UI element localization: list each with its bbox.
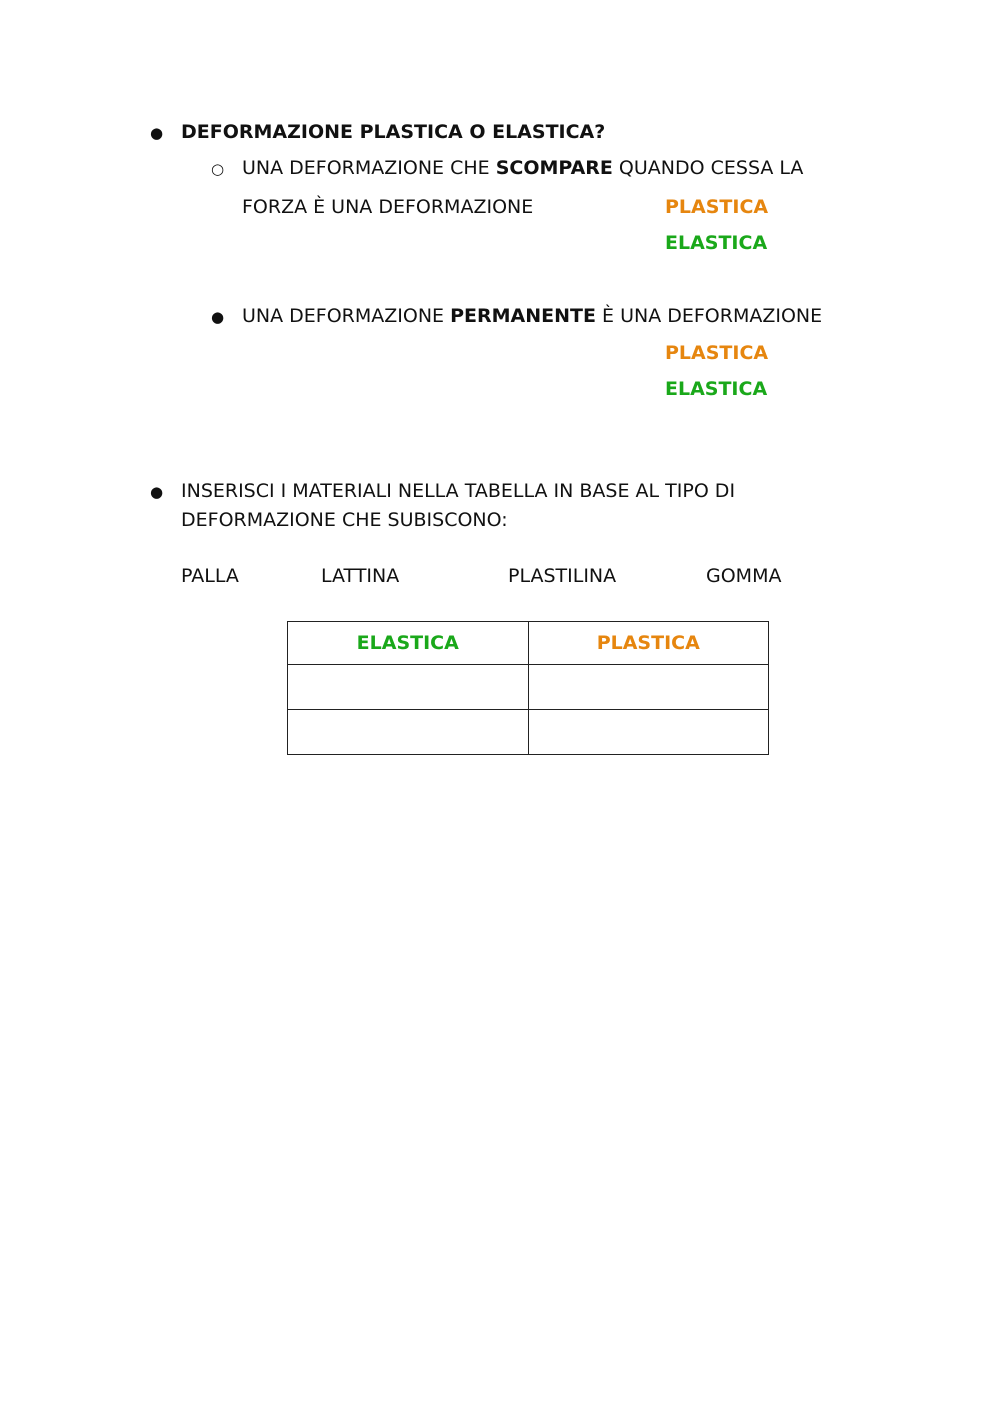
question-1-pre: UNA DEFORMAZIONE CHE: [242, 157, 496, 179]
instruction-line-2: DEFORMAZIONE CHE SUBISCONO:: [181, 509, 508, 531]
section-title: DEFORMAZIONE PLASTICA O ELASTICA?: [181, 121, 606, 143]
drop-cell-elastica[interactable]: [288, 665, 529, 710]
question-2-line: [242, 307, 822, 326]
question-1-line-1: [242, 159, 803, 178]
drop-cell-elastica[interactable]: [288, 710, 529, 755]
sub-bullet: ●: [211, 308, 225, 326]
table-header-row: [288, 622, 769, 665]
bullet: ●: [150, 483, 164, 501]
question-1-post: QUANDO CESSA LA: [612, 157, 804, 179]
question-2-post: È UNA DEFORMAZIONE: [595, 305, 823, 327]
drop-cell-plastica[interactable]: [528, 665, 769, 710]
question-1-option-elastica[interactable]: ELASTICA: [665, 232, 768, 254]
question-2-option-elastica[interactable]: ELASTICA: [665, 378, 768, 400]
material-item[interactable]: GOMMA: [706, 565, 782, 587]
classification-table: [287, 621, 769, 755]
header-plastica: PLASTICA: [528, 622, 769, 665]
question-2-option-plastica[interactable]: PLASTICA: [665, 342, 769, 364]
bullet: ●: [150, 124, 164, 142]
question-2-pre: UNA DEFORMAZIONE: [242, 305, 451, 327]
drop-cell-plastica[interactable]: [528, 710, 769, 755]
question-2-keyword: PERMANENTE: [450, 305, 596, 327]
question-1-option-plastica[interactable]: PLASTICA: [665, 196, 769, 218]
question-1-line-2: FORZA È UNA DEFORMAZIONE: [242, 196, 534, 218]
material-item[interactable]: LATTINA: [321, 565, 400, 587]
material-item[interactable]: PALLA: [181, 565, 239, 587]
material-item[interactable]: PLASTILINA: [508, 565, 617, 587]
table-row: [288, 710, 769, 755]
instruction-line-1: INSERISCI I MATERIALI NELLA TABELLA IN BASE AL TIPO DI: [181, 480, 736, 502]
table-row: [288, 665, 769, 710]
question-1-keyword: SCOMPARE: [495, 157, 613, 179]
header-elastica: ELASTICA: [288, 622, 529, 665]
sub-bullet-circle: ○: [211, 160, 225, 178]
